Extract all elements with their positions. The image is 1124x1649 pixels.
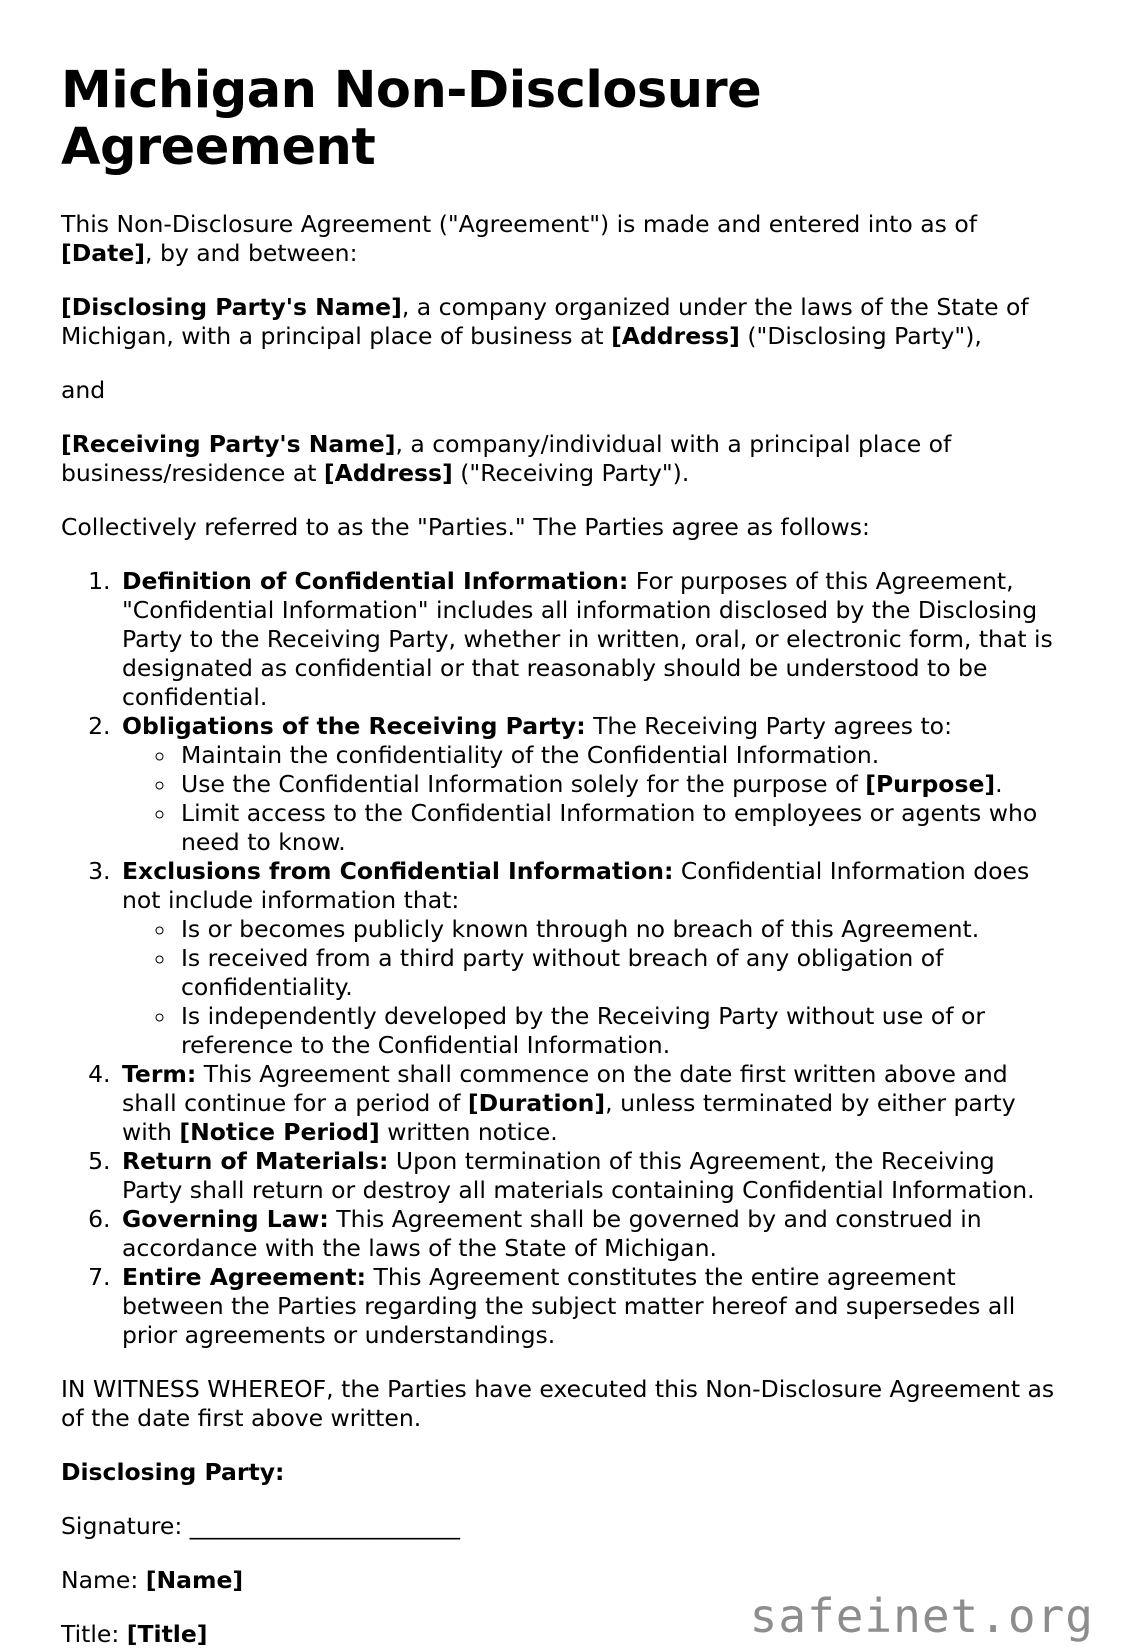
- clause-body: The Receiving Party agrees to:: [585, 712, 952, 741]
- title-placeholder: [Title]: [126, 1620, 208, 1649]
- clause-subitem: [177, 770, 1060, 799]
- notice-period-placeholder: [Notice Period]: [179, 1118, 380, 1147]
- clause-body-part-2: , unless terminated by either party with: [122, 1089, 1016, 1147]
- disclosing-party-text-2: ("Disclosing Party"),: [739, 322, 982, 351]
- subitem-text-pre: Is or becomes publicly known through no breach of this Agreement.: [181, 915, 980, 944]
- intro-paragraph: [61, 210, 1060, 268]
- subitem-text-post: .: [995, 770, 1003, 799]
- clause-heading: Obligations of the Receiving Party:: [122, 712, 586, 741]
- purpose-placeholder: [Purpose]: [865, 770, 996, 799]
- page-title: Michigan Non-Disclosure Agreement: [61, 61, 762, 178]
- date-placeholder: [Date]: [61, 239, 146, 268]
- clause-body: This Agreement constitutes the entire agreement between the Parties regarding the subject matter hereof and supersedes all prior agreements or understandings.: [122, 1263, 1016, 1350]
- collectively-paragraph: Collectively referred to as the "Parties." The Parties agree as follows:: [61, 513, 870, 542]
- clause-subitem: [177, 1002, 1060, 1060]
- clause-body: For purposes of this Agreement, "Confidential Information" includes all information disclosed by the Disclosing Party to the Receiving Party, whether in written, oral, or electronic form, that is designated as confidential or that reasonably should be understood to be confidential.: [122, 567, 1053, 712]
- subitem-text-pre: Is independently developed by the Receiving Party without use of or reference to the Confidential Information.: [181, 1002, 986, 1060]
- clause-heading: Entire Agreement:: [122, 1263, 367, 1292]
- disclosing-party-name-placeholder: [Disclosing Party's Name]: [61, 293, 402, 322]
- disclosing-party-text-1: , a company organized under the laws of the State of Michigan, with a principal place of business at: [61, 293, 1029, 351]
- duration-placeholder: [Duration]: [467, 1089, 606, 1118]
- clause-item: [118, 857, 1060, 1060]
- subitem-text-pre: Is received from a third party without breach of any obligation of confidentiality.: [181, 944, 944, 1002]
- clause-heading: Term:: [122, 1060, 197, 1089]
- clause-item: [118, 1263, 1060, 1350]
- clause-subitem-list: [122, 741, 1060, 857]
- clause-body: Confidential Information does not include information that:: [122, 857, 1030, 915]
- receiving-party-address-placeholder: [Address]: [323, 459, 453, 488]
- clause-subitem: [177, 799, 1060, 857]
- clause-heading: Return of Materials:: [122, 1147, 389, 1176]
- disclosing-party-paragraph: [61, 293, 1060, 351]
- name-label: Name:: [61, 1566, 146, 1595]
- clause-heading: Definition of Confidential Information:: [122, 567, 629, 596]
- clause-heading: Governing Law:: [122, 1205, 329, 1234]
- conjunction-paragraph: and: [61, 376, 106, 405]
- disclosing-party-address-placeholder: [Address]: [611, 322, 740, 351]
- watermark: safeinet.org: [749, 1589, 1094, 1644]
- clause-body-part-3: written notice.: [379, 1118, 558, 1147]
- clause-list: [61, 567, 1060, 1350]
- clause-subitem-list: [122, 915, 1060, 1060]
- clause-subitem: [177, 915, 1060, 944]
- clause-item: [118, 1205, 1060, 1263]
- clause-body: Upon termination of this Agreement, the Receiving Party shall return or destroy all materials containing Confidential Information.: [122, 1147, 1035, 1205]
- clause-body: This Agreement shall be governed by and construed in accordance with the laws of the State of Michigan.: [122, 1205, 982, 1263]
- signature-label: Signature:: [61, 1512, 190, 1541]
- receiving-party-text-2: ("Receiving Party").: [452, 459, 690, 488]
- subitem-text-pre: Maintain the confidentiality of the Confidential Information.: [181, 741, 880, 770]
- subitem-text-pre: Limit access to the Confidential Information to employees or agents who need to know.: [181, 799, 1038, 857]
- signature-rule: _______________________: [189, 1512, 461, 1541]
- clause-subitem: [177, 944, 1060, 1002]
- disclosing-party-signature-heading: Disclosing Party:: [61, 1458, 285, 1487]
- clause-item: [118, 712, 1060, 857]
- clause-item: [118, 567, 1060, 712]
- clause-body-part-1: This Agreement shall commence on the date first written above and shall continue for a period of: [122, 1060, 1008, 1118]
- witness-clause: IN WITNESS WHEREOF, the Parties have executed this Non-Disclosure Agreement as of the date first above written.: [61, 1375, 1055, 1433]
- receiving-party-name-placeholder: [Receiving Party's Name]: [61, 430, 396, 459]
- intro-pre-date-text: This Non-Disclosure Agreement ("Agreement") is made and entered into as of: [61, 210, 977, 239]
- subitem-text-pre: Use the Confidential Information solely for the purpose of: [181, 770, 866, 799]
- clause-item: [118, 1147, 1060, 1205]
- clause-item: [118, 1060, 1060, 1147]
- name-line: [61, 1566, 1060, 1595]
- clause-subitem: [177, 741, 1060, 770]
- name-placeholder: [Name]: [145, 1566, 244, 1595]
- intro-post-date-text: , by and between:: [145, 239, 358, 268]
- receiving-party-text-1: , a company/individual with a principal place of business/residence at: [61, 430, 952, 488]
- title-label: Title:: [61, 1620, 127, 1649]
- receiving-party-paragraph: [61, 430, 1060, 488]
- clause-heading: Exclusions from Confidential Information:: [122, 857, 674, 886]
- signature-line: [61, 1512, 1060, 1541]
- title-line: [61, 1620, 1060, 1649]
